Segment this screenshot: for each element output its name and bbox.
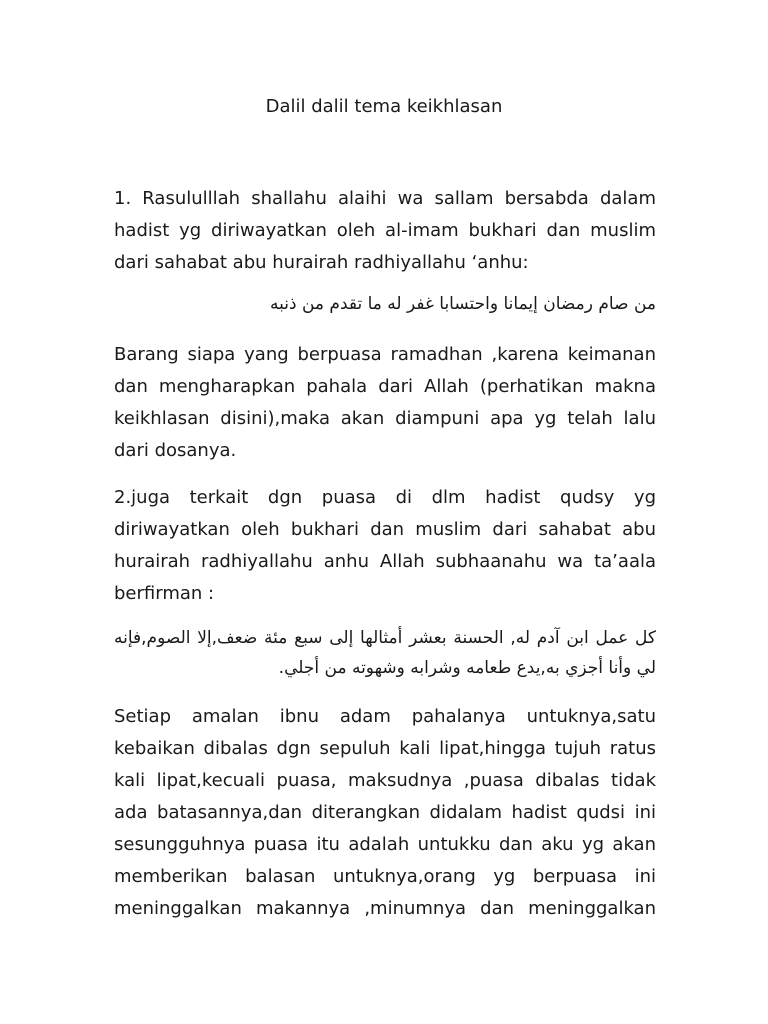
arabic-hadith-2	[114, 623, 656, 683]
paragraph-hadith-2-intro	[114, 482, 656, 610]
paragraph-text: Setiap amalan ibnu adam pahalanya untuknya,satu kebaikan dibalas dgn sepuluh kali lipat,hingga tujuh ratus kali lipat,kecuali puasa, maksudnya ,puasa dibalas tidak ada batasannya,dan diterangkan didalam hadist qudsi ini sesungguhnya puasa itu adalah untukku dan aku yg akan memberikan balasan untuknya,orang yg berpuasa ini meninggalkan makannya ,minumnya dan meninggalkan	[114, 706, 656, 919]
arabic-text: كل عمل ابن آدم له, الحسنة بعشر أمثالها إلى سبع مئة ضعف,إلا الصوم,فإنه لي وأنا أجزي به,يدع طعامه وشرابه وشهوته من أجلي.	[114, 628, 656, 678]
paragraph-hadith-1-intro	[114, 183, 656, 279]
paragraph-hadith-1-translation	[114, 339, 656, 467]
arabic-hadith-1	[114, 289, 656, 319]
paragraph-hadith-2-explanation	[114, 701, 656, 925]
document-title: Dalil dalil tema keikhlasan	[265, 96, 503, 117]
paragraph-text: 1. Rasululllah shallahu alaihi wa sallam bersabda dalam hadist yg diriwayatkan oleh al-imam bukhari dan muslim dari sahabat abu hurairah radhiyallahu ‘anhu:	[114, 188, 656, 273]
paragraph-text: Barang siapa yang berpuasa ramadhan ,karena keimanan dan mengharapkan pahala dari Allah (perhatikan makna keikhlasan disini),maka akan diampuni apa yg telah lalu dari dosanya.	[114, 344, 656, 461]
paragraph-text: 2.juga terkait dgn puasa di dlm hadist qudsy yg diriwayatkan oleh bukhari dan muslim dari sahabat abu hurairah radhiyallahu anhu Allah subhaanahu wa ta’aala berfirman :	[114, 487, 656, 604]
arabic-text: من صام رمضان إيمانا واحتسابا غفر له ما تقدم من ذنبه	[270, 294, 656, 314]
